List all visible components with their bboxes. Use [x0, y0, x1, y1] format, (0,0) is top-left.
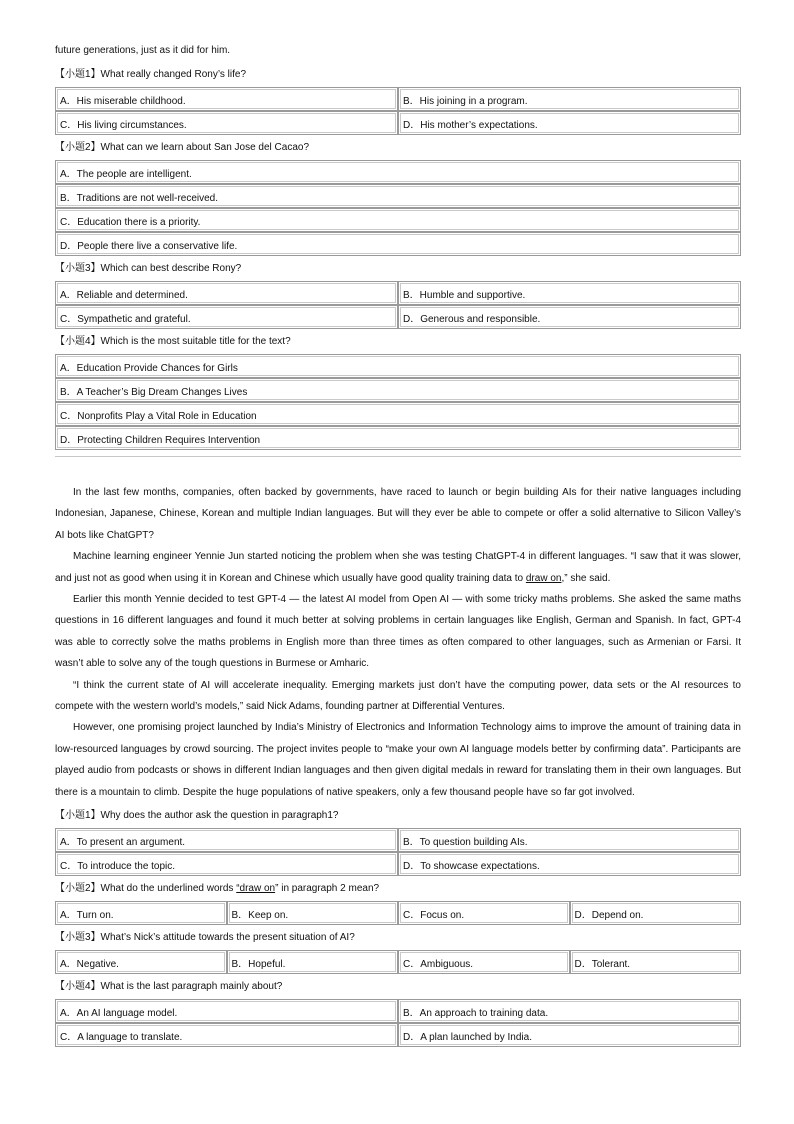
option-c[interactable]: C．His living circumstances. [55, 111, 398, 135]
option-b[interactable]: B．A Teacher’s Big Dream Changes Lives [55, 378, 741, 402]
paragraph-2-text-end: ,” she said. [561, 572, 611, 584]
question-prompt [55, 876, 741, 901]
option-a[interactable]: A．His miserable childhood. [55, 87, 398, 111]
option-c[interactable]: C．To introduce the topic. [55, 852, 398, 876]
options-table [55, 999, 741, 1047]
exam-page [55, 40, 741, 1047]
question-prompt: 【小题4】What is the last paragraph mainly about? [55, 981, 283, 993]
section-divider [55, 456, 741, 457]
options-table [55, 901, 741, 925]
option-c[interactable]: C．Nonprofits Play a Vital Role in Education [55, 402, 741, 426]
paragraph-2-text: Machine learning engineer Yennie Jun started noticing the problem when she was testing ChatGPT-4 in different languages. “I saw that it was slower, and just not as good when using it in Korean and Chinese which usually have good quality training data to [55, 551, 741, 584]
option-d[interactable]: D．A plan launched by India. [398, 1023, 741, 1047]
options-table [55, 160, 741, 256]
option-c[interactable]: C．Sympathetic and grateful. [55, 305, 398, 329]
option-c[interactable]: C．A language to translate. [55, 1023, 398, 1047]
paragraph-5: However, one promising project launched by India’s Ministry of Electronics and Information Technology aims to improve the amount of training data in low-resourced languages by crowd sourcing. The project invites people to “make your own AI language models better by confirming data”. Participants are played audio from podcasts or shows in different Indian languages and then given digital medals in reward for translating them in their own languages. But there is a mountain to climb. Despite the huge populations of native speakers, only a few thousand people have so far got involved. [55, 722, 741, 798]
paragraph-2 [55, 546, 741, 589]
option-b[interactable]: B．His joining in a program. [398, 87, 741, 111]
question-prompt: 【小题1】What really changed Rony’s life? [55, 69, 247, 80]
paragraph-4: “I think the current state of AI will accelerate inequality. Emerging markets just don’t have the computing power, data sets or the AI resources to compete with the western world’s models,” said Nick Adams, founding partner at Differential Ventures. [55, 679, 741, 713]
option-a[interactable]: A．Negative. [55, 950, 227, 974]
paragraph-3: Earlier this month Yennie decided to test GPT-4 — the latest AI model from Open AI — with some tricky maths problems. She asked the same maths questions in 16 different languages and found it much better at solving problems in certain languages like English, German and Spanish. In fact, GPT-4 was able to correctly solve the maths problems in English more than three times as often compared to other languages, such as Armenian or Farsi. It wasn’t able to solve any of the tough questions in Burmese or Amharic. [55, 594, 741, 670]
option-c[interactable]: C．Focus on. [398, 901, 570, 925]
option-d[interactable]: D．His mother’s expectations. [398, 111, 741, 135]
question-prompt: 【小题2】What can we learn about San Jose del Cacao? [55, 142, 310, 153]
options-table [55, 281, 741, 329]
option-d[interactable]: D．Tolerant. [570, 950, 742, 974]
option-b[interactable]: B．An approach to training data. [398, 999, 741, 1023]
option-d[interactable]: D．Depend on. [570, 901, 742, 925]
option-a[interactable]: A．To present an argument. [55, 828, 398, 852]
option-a[interactable]: A．The people are intelligent. [55, 160, 741, 184]
question-prompt: 【小题3】Which can best describe Rony? [55, 263, 242, 274]
question-prompt: 【小题3】What’s Nick’s attitude towards the present situation of AI? [55, 932, 355, 944]
option-a[interactable]: A．Education Provide Chances for Girls [55, 354, 741, 378]
question-prompt: 【小题1】Why does the author ask the question in paragraph1? [55, 810, 339, 822]
options-table [55, 87, 741, 135]
option-b[interactable]: B．Hopeful. [227, 950, 399, 974]
option-b[interactable]: B．To question building AIs. [398, 828, 741, 852]
options-table [55, 354, 741, 450]
option-c[interactable]: C．Ambiguous. [398, 950, 570, 974]
lead-line: future generations, just as it did for him. [55, 45, 231, 56]
question-prompt-text: 【小题2】What do the underlined words [55, 883, 237, 895]
paragraph-1: In the last few months, companies, often backed by governments, have raced to launch or begin building AIs for their native languages including Indonesian, Japanese, Chinese, Korean and multiple Indian languages. But will they ever be able to compete or offer a solid alternative to Silicon Valley’s AI bots like ChatGPT? [55, 487, 741, 541]
option-d[interactable]: D．People there live a conservative life. [55, 232, 741, 256]
question-prompt-text-end: ” in paragraph 2 mean? [275, 883, 380, 895]
options-table [55, 828, 741, 876]
option-b[interactable]: B．Keep on. [227, 901, 399, 925]
underlined-phrase: “draw on [236, 883, 276, 895]
options-table [55, 950, 741, 974]
option-a[interactable]: A．Turn on. [55, 901, 227, 925]
reading-passage [55, 482, 741, 803]
underlined-phrase: draw on [525, 572, 562, 584]
option-b[interactable]: B．Humble and supportive. [398, 281, 741, 305]
question-prompt: 【小题4】Which is the most suitable title for the text? [55, 336, 291, 347]
option-c[interactable]: C．Education there is a priority. [55, 208, 741, 232]
option-a[interactable]: A．Reliable and determined. [55, 281, 398, 305]
option-d[interactable]: D．Generous and responsible. [398, 305, 741, 329]
option-a[interactable]: A．An AI language model. [55, 999, 398, 1023]
option-d[interactable]: D．Protecting Children Requires Intervention [55, 426, 741, 450]
option-d[interactable]: D．To showcase expectations. [398, 852, 741, 876]
option-b[interactable]: B．Traditions are not well-received. [55, 184, 741, 208]
